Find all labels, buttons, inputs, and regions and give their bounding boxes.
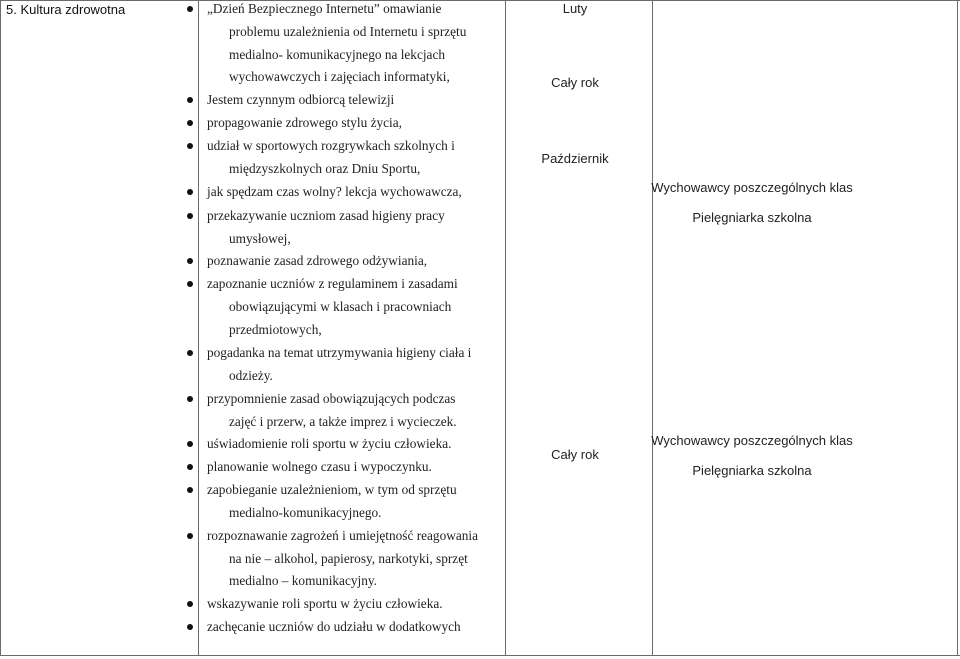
activity-line: obowiązującymi w klasach i pracowniach	[229, 299, 452, 314]
activity-item: zapobieganie uzależnieniom, w tym od sprzętu	[207, 482, 457, 498]
activity-item: Jestem czynnym odbiorcą telewizji	[207, 92, 394, 108]
responsible-cell: Pielęgniarka szkolna	[692, 210, 812, 225]
bullet-icon	[187, 350, 193, 356]
bullet-icon	[187, 258, 193, 264]
bullet-icon	[187, 487, 193, 493]
bullet-icon	[187, 281, 193, 287]
activity-item: uświadomienie roli sportu w życiu człowieka.	[207, 436, 451, 452]
activity-item: zachęcanie uczniów do udziału w dodatkowych	[207, 619, 461, 635]
activity-item: rozpoznawanie zagrożeń i umiejętność reagowania	[207, 528, 478, 544]
activity-line: umysłowej,	[229, 231, 291, 246]
term-cell: Cały rok	[551, 75, 599, 90]
bullet-icon	[187, 120, 193, 126]
bullet-icon	[187, 213, 193, 219]
responsible-cell: Wychowawcy poszczególnych klas	[651, 180, 853, 195]
table-top-border	[0, 0, 960, 1]
activity-item: pogadanka na temat utrzymywania higieny ciała i	[207, 345, 471, 361]
activity-line: zajęć i przerw, a także imprez i wycieczek.	[229, 414, 457, 429]
table-left-border	[0, 0, 1, 656]
activity-line: na nie – alkohol, papierosy, narkotyki, sprzęt	[229, 551, 468, 566]
column-divider-1	[198, 0, 199, 656]
activity-line: przedmiotowych,	[229, 322, 322, 337]
activity-item: zapoznanie uczniów z regulaminem i zasadami	[207, 276, 458, 292]
activity-line: medialno- komunikacyjnego na lekcjach	[229, 47, 445, 62]
column-divider-3	[652, 0, 653, 656]
activity-line: medialno – komunikacyjny.	[229, 573, 377, 588]
activity-item: przypomnienie zasad obowiązujących podczas	[207, 391, 455, 407]
activity-line: problemu uzależnienia od Internetu i sprzętu	[229, 24, 467, 39]
activity-item: planowanie wolnego czasu i wypoczynku.	[207, 459, 432, 475]
bullet-icon	[187, 624, 193, 630]
section-title: 5. Kultura zdrowotna	[6, 2, 126, 17]
responsible-cell: Wychowawcy poszczególnych klas	[651, 433, 853, 448]
responsible-cell: Pielęgniarka szkolna	[692, 463, 812, 478]
activity-item: „Dzień Bezpiecznego Internetu” omawianie	[207, 1, 441, 17]
bullet-icon	[187, 441, 193, 447]
activity-item: propagowanie zdrowego stylu życia,	[207, 115, 402, 131]
activity-item: przekazywanie uczniom zasad higieny pracy	[207, 208, 445, 224]
term-cell: Luty	[562, 1, 588, 16]
activity-line: międzyszkolnych oraz Dniu Sportu,	[229, 161, 421, 176]
activity-item: udział w sportowych rozgrywkach szkolnych i	[207, 138, 455, 154]
table-bottom-border	[0, 655, 960, 656]
bullet-icon	[187, 189, 193, 195]
column-divider-2	[505, 0, 506, 656]
activity-item: poznawanie zasad zdrowego odżywiania,	[207, 253, 427, 269]
activity-item: jak spędzam czas wolny? lekcja wychowawcza,	[207, 184, 462, 200]
bullet-icon	[187, 396, 193, 402]
bullet-icon	[187, 464, 193, 470]
activity-line: odzieży.	[229, 368, 273, 383]
term-cell: Październik	[541, 151, 609, 166]
bullet-icon	[187, 143, 193, 149]
activity-line: wychowawczych i zajęciach informatyki,	[229, 69, 450, 84]
bullet-icon	[187, 601, 193, 607]
table-right-border	[957, 0, 958, 656]
activity-item: wskazywanie roli sportu w życiu człowieka.	[207, 596, 443, 612]
bullet-icon	[187, 6, 193, 12]
activity-line: medialno-komunikacyjnego.	[229, 505, 382, 520]
bullet-icon	[187, 97, 193, 103]
term-cell: Cały rok	[551, 447, 599, 462]
bullet-icon	[187, 533, 193, 539]
